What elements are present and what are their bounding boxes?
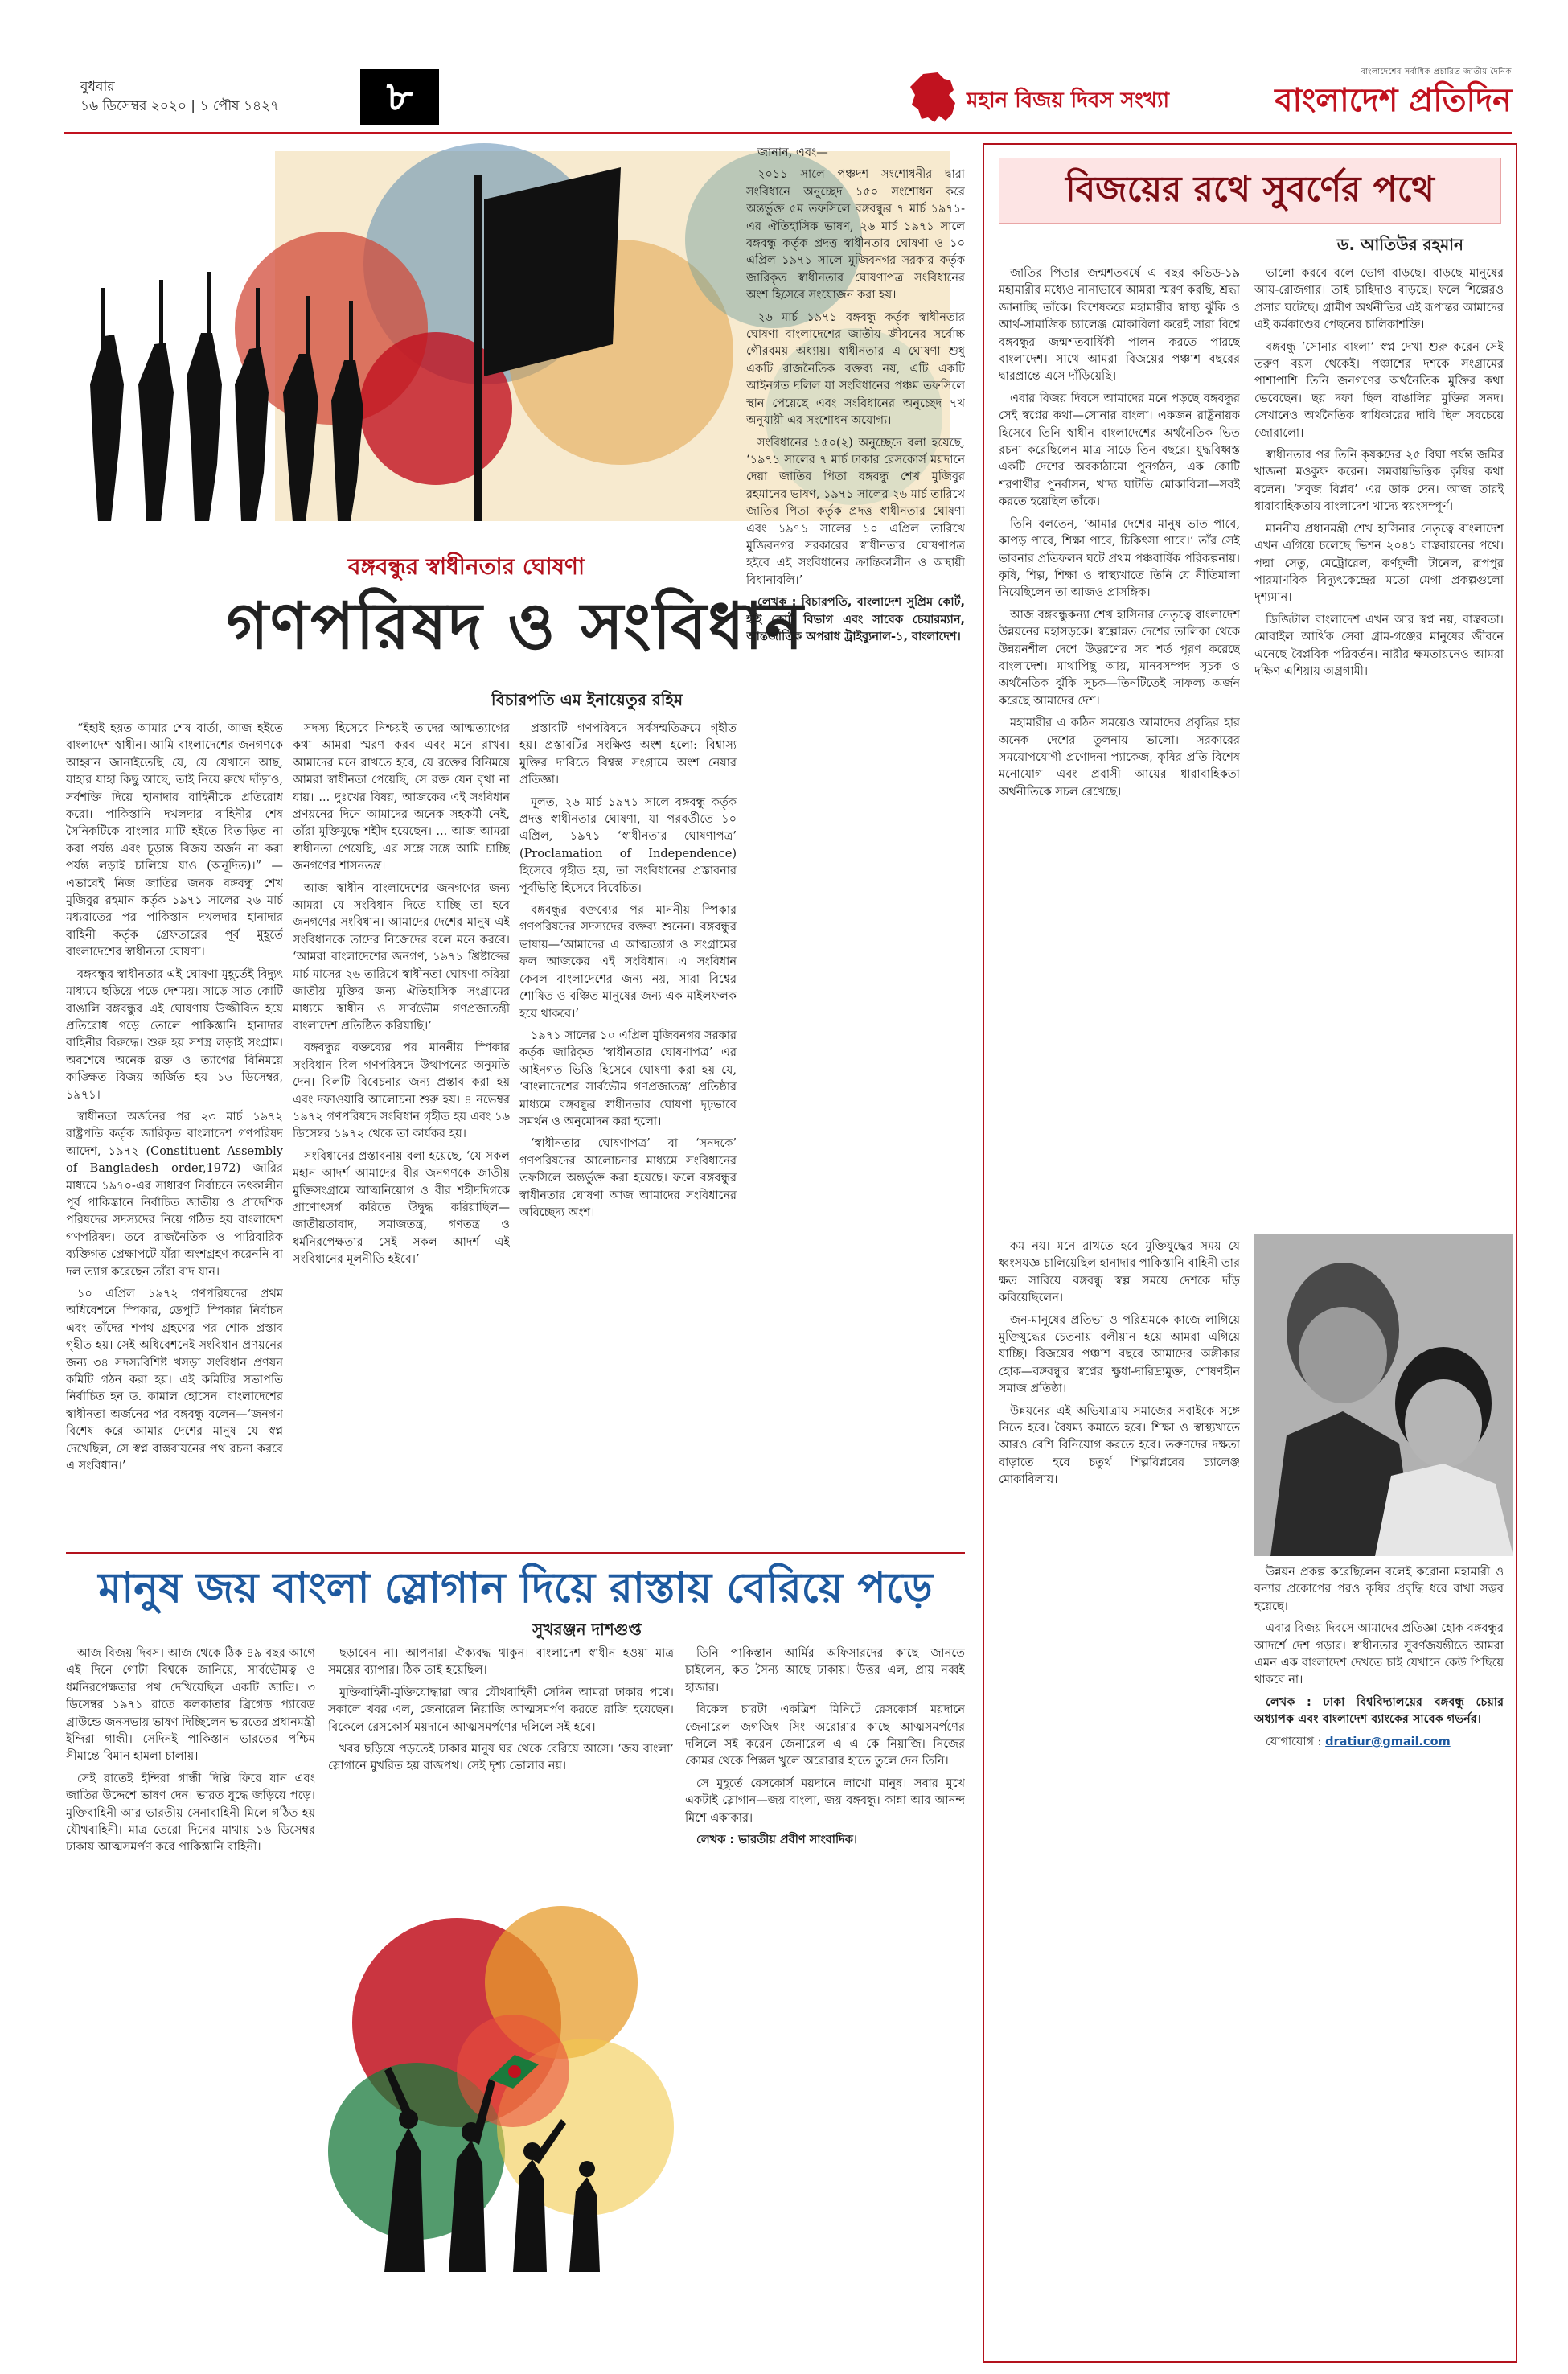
lead-column-4 bbox=[746, 145, 965, 1549]
brand-name: বাংলাদেশ প্রতিদিন bbox=[1275, 82, 1512, 119]
author-email-link[interactable]: dratiur@gmail.com bbox=[1325, 1735, 1451, 1748]
second-headline: মানুষ জয় বাংলা স্লোগান দিয়ে রাস্তায় বেরিয়ে পড়ে bbox=[98, 1564, 933, 1612]
bangabandhu-photo bbox=[1254, 1234, 1513, 1556]
paragraph: জানান, এবং— bbox=[757, 146, 828, 159]
feature-column-2 bbox=[1254, 265, 1504, 1226]
paragraph: তিনি বলতেন, ‘আমার দেশের মানুষ ভাত পাবে, কাপড় পাবে, শিক্ষা পাবে, চিকিৎসা পাবে।’ তাঁর সেই ভাবনার প্রতিফলন ঘটে প্রথম পঞ্চবার্ষিক পরিকল্পনায়। কৃষি, শিল্প, শিক্ষা ও স্বাস্থ্যখাতে তিনি যে নীতিমালা নিয়েছিলেন তা আজও প্রাসঙ্গিক। bbox=[999, 517, 1240, 600]
paragraph: জন-মানুষের প্রতিভা ও পরিশ্রমকে কাজে লাগিয়ে মুক্তিযুদ্ধের চেতনায় বলীয়ান হয়ে আমরা এগিয়ে যাচ্ছি। বিজয়ের পঞ্চাশ বছরে আমাদের অঙ্গীকার হোক—বঙ্গবন্ধুর স্বপ্নের ক্ষুধা-দারিদ্র্যমুক্ত, শোষণহীন সমাজ প্রতিষ্ঠা। bbox=[999, 1313, 1240, 1396]
paragraph: আজ বিজয় দিবস। আজ থেকে ঠিক ৪৯ বছর আগে এই দিনে গোটা বিশ্বকে জানিয়ে, সার্বভৌমত্ব ও ধর্মনিরপেক্ষতার পথ দেখিয়েছিল একটি জাতি। ৩ ডিসেম্বর ১৯৭১ রাতে কলকাতার ব্রিগেড প্যারেড গ্রাউন্ডে জনসভায় ভাষণ দিচ্ছিলেন ভারতের প্রধানমন্ত্রী ইন্দিরা গান্ধী। সেদিনই পাকিস্তান ভারতের পশ্চিম সীমান্তে বিমান হামলা চালায়। bbox=[66, 1647, 315, 1764]
paragraph: সদস্য হিসেবে নিশ্চয়ই তাদের আত্মত্যাগের কথা আমরা স্মরণ করব এবং মনে রাখব। আমাদের মনে রাখতে হবে, যে রক্তের বিনিময়ে আমরা স্বাধীনতা পেয়েছি, সে রক্ত যেন বৃথা না যায়। ... দুঃখের বিষয়, আজকের এই সংবিধান প্রণয়নের দিনে আমাদের অনেক সহকর্মী নেই, তাঁরা মুক্তিযুদ্ধে শহীদ হয়েছেন। ... আজ আমরা স্বাধীনতা পেয়েছি, এর সঙ্গে সঙ্গে আমি চাচ্ছি জনগণের শাসনতন্ত্র। bbox=[293, 722, 510, 873]
brand-logo[interactable] bbox=[1270, 66, 1512, 129]
paragraph: ‘স্বাধীনতার ঘোষণাপত্র’ বা ‘সনদকে’ গণপরিষদের আলোচনার মাধ্যমে সংবিধানের তফসিলে অন্তর্ভুক্ত করা হয়েছে। ফলে বঙ্গবন্ধুর স্বাধীনতার ঘোষণা আজ আমাদের সংবিধানের অবিচ্ছেদ্য অংশ। bbox=[519, 1137, 737, 1219]
paragraph: তিনি পাকিস্তান আর্মির অফিসারদের কাছে জানতে চাইলেন, কত সৈন্য আছে ঢাকায়। উত্তর এল, প্রায় নব্বই হাজার। bbox=[685, 1647, 965, 1694]
paragraph: ১৯৭১ সালের ১০ এপ্রিল মুজিবনগর সরকার কর্তৃক জারিকৃত ‘স্বাধীনতার ঘোষণাপত্র’ এর আইনগত ভিত্তি হিসেবে ঘোষণা করা হয় যে, ‘বাংলাদেশের সার্বভৌম গণপ্রজাতন্ত্র’ প্রতিষ্ঠার মাধ্যমে বঙ্গবন্ধুর স্বাধীনতার ঘোষণা দৃঢ়ভাবে সমর্থন ও অনুমোদন করা হলো। bbox=[519, 1029, 737, 1128]
masthead-rule bbox=[64, 132, 1512, 134]
lead-column-3 bbox=[519, 721, 737, 1549]
paragraph: সেই রাতেই ইন্দিরা গান্ধী দিল্লি ফিরে যান এবং জাতির উদ্দেশে ভাষণ দেন। ভারত যুদ্ধে জড়িয়ে পড়ে। মুক্তিবাহিনী আর ভারতীয় সেনাবাহিনী মিলে গঠিত হয় যৌথবাহিনী। মাত্র তেরো দিনের মাথায় ১৬ ডিসেম্বর ঢাকায় আত্মসমর্পণ করে পাকিস্তানি বাহিনী। bbox=[66, 1772, 315, 1854]
paragraph: বিকেল চারটা একত্রিশ মিনিটে রেসকোর্স ময়দানে জেনারেল জগজিৎ সিং অরোরার কাছে আত্মসমর্পণের দলিলে সই করেন জেনারেল এ এ কে নিয়াজি। নিজের কোমর থেকে পিস্তল খুলে অরোরার হাতে তুলে দেন তিনি। bbox=[685, 1703, 965, 1768]
second-column-1 bbox=[66, 1645, 315, 2353]
email-label: যোগাযোগ : bbox=[1266, 1735, 1322, 1748]
lead-column-1 bbox=[66, 721, 283, 1549]
feature-column-1 bbox=[999, 265, 1240, 1230]
paragraph: বঙ্গবন্ধু ‘সোনার বাংলা’ স্বপ্ন দেখা শুরু করেন সেই তরুণ বয়স থেকেই। পঞ্চাশের দশকে সংগ্রামের পাশাপাশি তিনি জনগণের অর্থনৈতিক মুক্তির কথা ভেবেছেন। ছয় দফা ছিল বাঙালির মুক্তির সনদ। সেখানেও অর্থনৈতিক স্বাধিকারের দাবি ছিল সবচেয়ে জোরালো। bbox=[1254, 340, 1504, 440]
paragraph: উন্নয়নের এই অভিযাত্রায় সমাজের সবাইকে সঙ্গে নিতে হবে। বৈষম্য কমাতে হবে। শিক্ষা ও স্বাস্থ্যখাতে আরও বেশি বিনিয়োগ করতে হবে। তরুণদের দক্ষতা বাড়াতে হবে চতুর্থ শিল্পবিপ্লবের চ্যালেঞ্জ মোকাবিলায়। bbox=[999, 1404, 1240, 1487]
paragraph: ডিজিটাল বাংলাদেশ এখন আর স্বপ্ন নয়, বাস্তবতা। মোবাইল আর্থিক সেবা গ্রাম-গঞ্জের মানুষের জীবনে এনেছে বৈপ্লবিক পরিবর্তন। নারীর ক্ষমতায়নেও আমরা দক্ষিণ এশিয়ায় অগ্রগামী। bbox=[1254, 613, 1504, 678]
paragraph: এবার বিজয় দিবসে আমাদের মনে পড়ছে বঙ্গবন্ধুর সেই স্বপ্নের কথা—সোনার বাংলা। একজন রাষ্ট্রনায়ক হিসেবে তিনি স্বাধীন বাংলাদেশের অর্থনৈতিক ভিত রচনা করেছিলেন মাত্র সাড়ে তিন বছরে। যুদ্ধবিধ্বস্ত একটি দেশের অবকাঠামো পুনর্গঠন, এক কোটি শরণার্থীর পুনর্বাসন, খাদ্য ঘাটতি মোকাবিলা—সবই করতে হয়েছিল তাঁকে। bbox=[999, 392, 1240, 509]
paragraph: জাতির পিতার জন্মশতবর্ষে এ বছর কভিড-১৯ মহামারীর মধ্যেও নানাভাবে আমরা স্মরণ করছি, শ্রদ্ধা জানাচ্ছি তাঁকে। বিশেষকরে মহামারীর স্বাস্থ্য ঝুঁকি ও আর্থ-সামাজিক চ্যালেঞ্জ মোকাবিলা করেই সারা বিশ্বে বঙ্গবন্ধুর জন্মশতবার্ষিকী পালন করতে পারছে বাংলাদেশ। সাথে আমরা বিজয়ের পঞ্চাশ বছরের দ্বারপ্রান্তে এসে দাঁড়িয়েছি। bbox=[999, 267, 1240, 384]
paragraph: মুক্তিবাহিনী-মুক্তিযোদ্ধারা আর যৌথবাহিনী সেদিন আমরা ঢাকার পথে। সকালে খবর এল, জেনারেল নিয়াজি আত্মসমর্পণ করতে রাজি হয়েছেন। বিকেলে রেসকোর্স ময়দানে আত্মসমর্পণের দলিলে সই হবে। bbox=[328, 1686, 674, 1734]
paragraph: মাননীয় প্রধানমন্ত্রী শেখ হাসিনার নেতৃত্বে বাংলাদেশ এখন এগিয়ে চলেছে ভিশন ২০৪১ বাস্তবায়নের পথে। পদ্মা সেতু, মেট্রোরেল, কর্ণফুলী টানেল, রূপপুর পারমাণবিক বিদ্যুৎকেন্দ্রের মতো মেগা প্রকল্পগুলো দৃশ্যমান। bbox=[1254, 522, 1504, 605]
brand-tagline: বাংলাদেশের সর্বাধিক প্রচারিত জাতীয় দৈনিক bbox=[1361, 68, 1512, 76]
paragraph: মহামারীর এ কঠিন সময়েও আমাদের প্রবৃদ্ধির হার অনেক দেশের তুলনায় ভালো। সরকারের সময়োপযোগী প্রণোদনা প্যাকেজ, কৃষির প্রতি বিশেষ মনোযোগ এবং প্রবাসী আয়ের ধারাবাহিকতা অর্থনীতিকে সচল রেখেছে। bbox=[999, 717, 1240, 799]
paragraph: বঙ্গবন্ধুর বক্তব্যের পর মাননীয় স্পিকার সংবিধান বিল গণপরিষদে উত্থাপনের অনুমতি দেন। বিলটি বিবেচনার জন্য প্রস্তাব করা হয় এবং দফাওয়ারি আলোচনা শুরু হয়। ৪ নভেম্বর ১৯৭২ গণপরিষদে সংবিধান গৃহীত হয় এবং ১৬ ডিসেম্বর ১৯৭২ থেকে তা কার্যকর হয়। bbox=[293, 1041, 510, 1141]
second-column-3 bbox=[685, 1645, 965, 2353]
paragraph: ১০ এপ্রিল ১৯৭২ গণপরিষদের প্রথম অধিবেশনে স্পিকার, ডেপুটি স্পিকার নির্বাচন এবং তাঁদের শপথ গ্রহণের পর শোক প্রস্তাব গৃহীত হয়। সেই অধিবেশনেই সংবিধান প্রণয়নের জন্য ৩৪ সদস্যবিশিষ্ট খসড়া সংবিধান প্রণয়ন কমিটি গঠন করা হয়। এই কমিটির সভাপতি নির্বাচিত হন ড. কামাল হোসেন। বাংলাদেশের স্বাধীনতা অর্জনের পর বঙ্গবন্ধু বলেন—‘জনগণ বিশেষ করে আমার দেশের মানুষ যে স্বপ্ন দেখেছিল, সে স্বপ্ন বাস্তবায়নের পথ রচনা করবে এ সংবিধান।’ bbox=[66, 1288, 283, 1473]
paragraph: আজ স্বাধীন বাংলাদেশের জনগণের জন্য আমরা যে সংবিধান দিতে যাচ্ছি তা হবে জনগণের সংবিধান। আমাদের দেশের মানুষ এই সংবিধানকে তাদের নিজেদের বলে মনে করবে। ‘আমরা বাংলাদেশের জনগণ, ১৯৭১ খ্রিষ্টাব্দের মার্চ মাসের ২৬ তারিখে স্বাধীনতা ঘোষণা করিয়া জাতীয় মুক্তির জন্য ঐতিহাসিক সংগ্রামের মাধ্যমে স্বাধীন ও সার্বভৌম গণপ্রজাতন্ত্রী বাংলাদেশ প্রতিষ্ঠিত করিয়াছি।’ bbox=[293, 881, 510, 1033]
author-note: লেখক : বিচারপতি, বাংলাদেশ সুপ্রিম কোর্ট, হাই কোর্ট বিভাগ এবং সাবেক চেয়ারম্যান, আন্তর্জাতিক অপরাধ ট্রাইব্যুনাল-১, বাংলাদেশ। bbox=[746, 596, 965, 643]
paragraph: স্বাধীনতা অর্জনের পর ২৩ মার্চ ১৯৭২ রাষ্ট্রপতি কর্তৃক জারিকৃত বাংলাদেশ গণপরিষদ আদেশ, ১৯৭২ (Constituent Assembly of Bangladesh order,1972) জারির মাধ্যমে ১৯৭০-এর সাধারণ নির্বাচনে তৎকালীন পূর্ব পাকিস্তানে নির্বাচিত জাতীয় ও প্রাদেশিক পরিষদের সদস্যদের নিয়ে গঠিত হয় বাংলাদেশ গণপরিষদ। তবে রাজনৈতিক ও পারিবারিক ব্যক্তিগত প্রেক্ষাপটে যাঁরা অংশগ্রহণ করেননি বা দল ত্যাগ করেছেন তাঁরা বাদ যান। bbox=[66, 1110, 283, 1279]
paragraph: ২৬ মার্চ ১৯৭১ বঙ্গবন্ধু কর্তৃক স্বাধীনতার ঘোষণা বাংলাদেশের জাতীয় জীবনের সর্বোচ্চ গৌরবময় অধ্যায়। স্বাধীনতার এ ঘোষণা শুধু একটি রাজনৈতিক বক্তব্য নয়, এটি একটি আইনগত দলিল যা সংবিধানের পঞ্চম তফসিলে স্থান পেয়েছে এবং সংবিধানের অনুচ্ছেদ ৭খ অনুযায়ী এর সংশোধন অযোগ্য। bbox=[746, 310, 965, 428]
paragraph: খবর ছড়িয়ে পড়তেই ঢাকার মানুষ ঘর থেকে বেরিয়ে আসে। ‘জয় বাংলা’ স্লোগানে মুখরিত হয় রাজপথ। সেই দৃশ্য ভোলার নয়। bbox=[328, 1743, 674, 1773]
section-divider bbox=[66, 1552, 965, 1554]
paragraph: সে মুহূর্তে রেসকোর্স ময়দানে লাখো মানুষ। সবার মুখে একটাই স্লোগান—জয় বাংলা, জয় বঙ্গবন্ধু। কান্না আর আনন্দ মিশে একাকার। bbox=[685, 1776, 965, 1825]
paragraph: স্বাধীনতার পর তিনি কৃষকদের ২৫ বিঘা পর্যন্ত জমির খাজনা মওকুফ করেন। সমবায়ভিত্তিক কৃষির কথা বলেন। ‘সবুজ বিপ্লব’ এর ডাক দেন। আজ তারই ধারাবাহিকতায় বাংলাদেশ খাদ্যে স্বয়ংসম্পূর্ণ। bbox=[1254, 449, 1504, 514]
feature-byline: ড. আতিউর রহমান bbox=[1336, 235, 1463, 254]
lead-column-2 bbox=[293, 721, 510, 1549]
feature-column-4 bbox=[1254, 1564, 1504, 2356]
bangladesh-map-icon bbox=[905, 71, 962, 124]
masthead-date bbox=[80, 77, 279, 116]
second-column-2 bbox=[328, 1645, 674, 1879]
date-line: ১৬ ডিসেম্বর ২০২০ | ১ পৌষ ১৪২৭ bbox=[80, 98, 280, 114]
author-note: লেখক : ঢাকা বিশ্ববিদ্যালয়ের বঙ্গবন্ধু চেয়ার অধ্যাপক এবং বাংলাদেশ ব্যাংকের সাবেক গভর্নর। bbox=[1254, 1695, 1504, 1727]
email-line bbox=[1254, 1734, 1504, 1751]
paragraph: ২০১১ সালে পঞ্চদশ সংশোধনীর দ্বারা সংবিধানে অনুচ্ছেদ ১৫০ সংশোধন করে অন্তর্ভুক্ত ৫ম তফসিলে বঙ্গবন্ধুর ৭ মার্চ ১৯৭১-এর ঐতিহাসিক ভাষণ, ২৬ মার্চ ১৯৭১ সালে বঙ্গবন্ধু কর্তৃক প্রদত্ত স্বাধীনতার ঘোষণা ও ১০ এপ্রিল ১৯৭১ সালে মুজিবনগর সরকার কর্তৃক জারিকৃত স্বাধীনতার ঘোষণাপত্র সংবিধানের অংশ হিসেবে সংযোজন করা হয়। bbox=[746, 168, 965, 302]
weekday: বুধবার bbox=[80, 79, 115, 95]
feature-column-3 bbox=[999, 1238, 1240, 2356]
lead-headline: গণপরিষদ ও সংবিধান bbox=[226, 589, 805, 663]
paragraph: উন্নয়ন প্রকল্প করেছিলেন বলেই করোনা মহামারী ও বন্যার প্রকোপের পরও কৃষির প্রবৃদ্ধি ধরে রাখা সম্ভব হয়েছে। bbox=[1254, 1566, 1504, 1613]
paragraph: বঙ্গবন্ধুর স্বাধীনতার এই ঘোষণা মুহূর্তেই বিদ্যুৎ মাধ্যমে ছড়িয়ে পড়ে দেশময়। সাড়ে সাত কোটি বাঙালি বঙ্গবন্ধুর এই ঘোষণায় উজ্জীবিত হয়ে প্রতিরোধ গড়ে তোলে পাকিস্তানি হানাদার বাহিনীর বিরুদ্ধে। শুরু হয় সশস্ত্র লড়াই সংগ্রাম। অবশেষে অনেক রক্ত ও ত্যাগের বিনিময়ে কাঙ্ক্ষিত বিজয় অর্জিত হয় ১৬ ডিসেম্বর, ১৯৭১। bbox=[66, 967, 283, 1102]
page-number: ৮ bbox=[360, 69, 439, 125]
lead-kicker: বঙ্গবন্ধুর স্বাধীনতার ঘোষণা bbox=[347, 553, 585, 580]
lead-byline: বিচারপতি এম ইনায়েতুর রহিম bbox=[491, 690, 683, 709]
masthead bbox=[64, 66, 1512, 129]
paragraph: সংবিধানের প্রস্তাবনায় বলা হয়েছে, ‘যে সকল মহান আদর্শ আমাদের বীর জনগণকে জাতীয় মুক্তিসংগ্রামে আত্মনিয়োগ ও বীর শহীদদিগকে প্রাণোৎসর্গ করিতে উদ্বুদ্ধ করিয়াছিল—জাতীয়তাবাদ, সমাজতন্ত্র, গণতন্ত্র ও ধর্মনিরপেক্ষতার সেই সকল আদর্শ এই সংবিধানের মূলনীতি হইবে।’ bbox=[293, 1149, 510, 1267]
feature-title: বিজয়ের রথে সুবর্ণের পথে bbox=[1065, 169, 1435, 210]
paragraph: প্রস্তাবটি গণপরিষদে সর্বসম্মতিক্রমে গৃহীত হয়। প্রস্তাবটির সংক্ষিপ্ত অংশ হলো: বিশ্বাস্য মুক্তির দাবিতে বিশ্বস্ত সংগ্রামে অংশ নেয়ার প্রতিজ্ঞা। bbox=[519, 722, 737, 787]
paragraph: ভালো করবে বলে ভোগ বাড়ছে। বাড়ছে মানুষের আয়-রোজগার। তাই চাহিদাও বাড়ছে। ফলে শিল্পেরও প্রসার ঘটেছে। গ্রামীণ অর্থনীতির এই রূপান্তর আমাদের এই কর্মকাণ্ডের পেছনের চালিকাশক্তি। bbox=[1254, 267, 1504, 332]
paragraph: ছড়াবেন না। আপনারা ঐক্যবদ্ধ থাকুন। বাংলাদেশ স্বাধীন হওয়া মাত্র সময়ের ব্যাপার। ঠিক তাই হয়েছিল। bbox=[328, 1647, 674, 1678]
paragraph: আজ বঙ্গবন্ধুকন্যা শেখ হাসিনার নেতৃত্বে বাংলাদেশ উন্নয়নের মহাসড়কে। স্বল্পোন্নত দেশের তালিকা থেকে উন্নয়নশীল দেশে উত্তরণের সব শর্ত পূরণ করেছে বাংলাদেশ। মাথাপিছু আয়, মানবসম্পদ সূচক ও অর্থনৈতিক ঝুঁকি সূচক—তিনটিতেই সাফল্য অর্জন করেছে আমাদের দেশ। bbox=[999, 608, 1240, 708]
paragraph: “ইহাই হয়ত আমার শেষ বার্তা, আজ হইতে বাংলাদেশ স্বাধীন। আমি বাংলাদেশের জনগণকে আহ্বান জানাইতেছি যে, যে যেখানে আছ, যাহার যাহা কিছু আছে, তাই নিয়ে রুখে দাঁড়াও, সর্বশক্তি দিয়ে হানাদার বাহিনীকে প্রতিরোধ করো। পাকিস্তানি দখলদার বাহিনীর শেষ সৈনিকটিকে বাংলার মাটি হইতে বিতাড়িত না করা পর্যন্ত এবং চূড়ান্ত বিজয় অর্জন না করা পর্যন্ত লড়াই চালিয়ে যাও (অনূদিত)।” —এভাবেই নিজ জাতির জনক বঙ্গবন্ধু শেখ মুজিবুর রহমান কর্তৃক ১৯৭১ সালের ২৬ মার্চ মধ্যরাতের পর পাকিস্তান দখলদার হানাদার বাহিনী কর্তৃক গ্রেফতারের পূর্ব মুহূর্তে বাংলাদেশের স্বাধীনতা ঘোষণা। bbox=[66, 722, 283, 959]
author-note: লেখক : ভারতীয় প্রবীণ সাংবাদিক। bbox=[696, 1834, 858, 1847]
issue-title: মহান বিজয় দিবস সংখ্যা bbox=[967, 88, 1170, 113]
victory-illustration bbox=[328, 1886, 674, 2272]
paragraph: বঙ্গবন্ধুর বক্তব্যের পর মাননীয় স্পিকার গণপরিষদের সদস্যদের বক্তব্য শুনেন। বঙ্গবন্ধুর ভাষায়—‘আমাদের এ আত্মত্যাগ ও সংগ্রামের ফল আজকের এই সংবিধান। এ সংবিধান কেবল বাংলাদেশের জন্য নয়, সারা বিশ্বের শোষিত ও বঞ্চিত মানুষের জন্য এক মাইলফলক হয়ে থাকবে।’ bbox=[519, 904, 737, 1021]
paragraph: সংবিধানের ১৫০(২) অনুচ্ছেদে বলা হয়েছে, ‘১৯৭১ সালের ৭ মার্চ ঢাকার রেসকোর্স ময়দানে দেয়া জাতির পিতা বঙ্গবন্ধু শেখ মুজিবুর রহমানের ভাষণ, ১৯৭১ সালের ২৬ মার্চ তারিখে জাতির পিতা কর্তৃক প্রদত্ত স্বাধীনতার ঘোষণা এবং ১৯৭১ সালের ১০ এপ্রিল তারিখে মুজিবনগর সরকারের স্বাধীনতার ঘোষণাপত্র হইবে এই সংবিধানের ক্রান্তিকালীন ও অস্থায়ী বিধানাবলি।’ bbox=[746, 436, 965, 587]
second-byline: সুখরঞ্জন দাশগুপ্ত bbox=[532, 1620, 642, 1639]
paragraph: কম নয়। মনে রাখতে হবে মুক্তিযুদ্ধের সময় যে ধ্বংসযজ্ঞ চালিয়েছিল হানাদার পাকিস্তানি বাহিনী তার ক্ষত সারিয়ে বঙ্গবন্ধু স্বল্প সময়ে দেশকে দাঁড় করিয়েছিলেন। bbox=[999, 1240, 1240, 1305]
paragraph: এবার বিজয় দিবসে আমাদের প্রতিজ্ঞা হোক বঙ্গবন্ধুর আদর্শে দেশ গড়ার। স্বাধীনতার সুবর্ণজয়ন্তীতে আমরা এমন এক বাংলাদেশ দেখতে চাই যেখানে কেউ পিছিয়ে থাকবে না। bbox=[1254, 1622, 1504, 1687]
paragraph: মূলত, ২৬ মার্চ ১৯৭১ সালে বঙ্গবন্ধু কর্তৃক প্রদত্ত স্বাধীনতার ঘোষণা, যা পরবর্তীতে ১০ এপ্রিল, ১৯৭১ ‘স্বাধীনতার ঘোষণাপত্র’ (Proclamation of Independence) হিসেবে গৃহীত হয়, তা সংবিধানের প্রস্তাবনার পূর্বভিত্তি হিসেবে বিবেচিত। bbox=[519, 795, 737, 895]
